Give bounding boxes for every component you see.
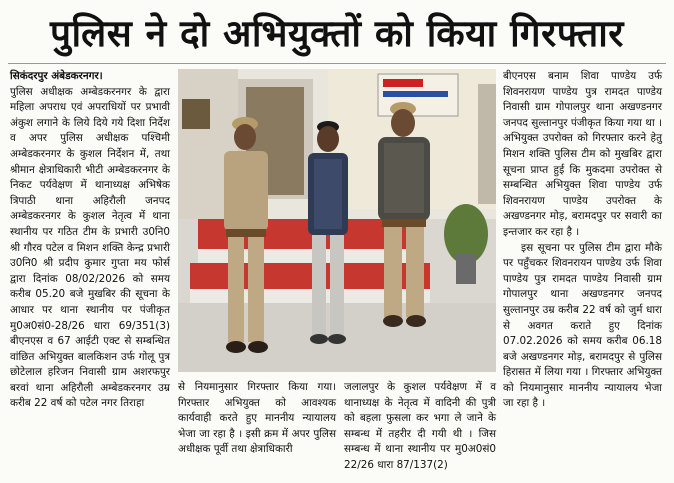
article-column-bottom-2: [344, 380, 496, 474]
headline-text: पुलिस ने दो अभियुक्तों को किया गिरफ्तार: [50, 11, 624, 55]
article-column-right: [503, 69, 662, 412]
paragraph: बीएनएस बनाम शिवा पाण्डेय उर्फ शिवनरायण पाण्डेय पुत्र रामदत पाण्डेय निवासी ग्राम गोपालपुर थाना अखण्डनगर जनपद सुल्तानपुर पंजीकृत किया गया था । अभियुक्त उपरोक्त को गिरफ्तार करने हेतु मिशन शक्ति पुलिस टीम को मुखबिर द्वारा सूचना प्राप्त हुई कि मुकदमा उपरोक्त से सम्बन्धित अभियुक्त शिवा पाण्डेय उर्फ शिवनरायण पाण्डेय उपरोक्त के अखण्डनगर मोड़, बरामदपुर पर सवारी का इन्तजार कर रहा है ।: [503, 70, 662, 238]
paragraph: से नियमानुसार गिरफ्तार किया गया। गिरफ्तार अभियुक्त को आवश्यक कार्यवाही करते हुए माननीय न्यायालय भेजा जा रहा है । इसी क्रम में अपर पुलिस अधीक्षक पूर्वी तथा क्षेत्राधिकारी: [178, 381, 336, 456]
dateline: सिकंदरपुर अंबेडकरनगर।: [10, 70, 103, 82]
paragraph: इस सूचना पर पुलिस टीम द्वारा मौके पर पहुँचकर शिवनरायन पाण्डेय उर्फ शिवा पाण्डेय पुत्र रामदत पाण्डेय निवासी ग्राम गोपालपुर थाना अखण्डनगर जनपद सुल्तानपुर उम्र करीब 22 वर्ष को जुर्म धारा से अवगत कराते हुए दिनांक 07.02.2026 को समय करीब 06.18 बजे अखण्डनगर मोड़, बरामदपुर से पुलिस हिरासत में लिया गया । गिरफ्तार अभियुक्त को नियमानुसार माननीय न्यायालय भेजा जा रहा है ।: [503, 241, 662, 410]
news-photo: [178, 69, 496, 372]
paragraph: जलालपुर के कुशल पर्यवेक्षण में व थानाध्यक्ष के नेतृत्व में वादिनी की पुत्री को बहला फुसला कर भगा ले जाने के सम्बन्ध में तहरीर दी गयी थी । जिस सम्बन्ध में थाना स्थानीय पर मु0अ0सं0 22/26 धारा 87/137(2): [344, 381, 496, 471]
divider: [8, 63, 666, 64]
paragraph: पुलिस अधीक्षक अम्बेडकरनगर के द्वारा महिला अपराध एवं अपराधियों पर प्रभावी अंकुश लगाने के लिये दिये गये दिशा निर्देश व अपर पुलिस अधीक्षक पश्चिमी अम्बेडकरनगर के कुशल निर्देशन में, तथा श्रीमान क्षेत्राधिकारी भीटी अम्बेडकरनगर के निकट पर्यवेक्षण में थानाध्यक्ष अभिषेक त्रिपाठी थाना अहिरौली जनपद अम्बेडकरनगर के कुशल नेतृत्व में थाना स्थानीय पर गठित टीम के प्रभारी उ0नि0 श्री गौरव पटेल व मिशन शक्ति केन्द्र प्रभारी उ0नि0 श्री प्रदीप कुमार गुप्ता मय फोर्स द्वारा दिनांक 08/02/2026 को समय करीब 05.20 बजे मुखबिर की सूचना के आधार पर थाना स्थानीय पर पंजीकृत मु0अ0सं0-28/26 धारा 69/351(3) बीएनएस व 67 आईटी एक्ट से सम्बन्धित वांछित अभियुक्त बालकिशन उर्फ गोलू पुत्र छोटेलाल हरिजन निवासी ग्राम अशरफपुर बरवां थाना अहिरौली अम्बेडकरनगर उम्र करीब 22 वर्ष को पटेल नगर तिराहा: [10, 85, 170, 410]
headline: [0, 0, 674, 62]
photo-illustration: [178, 69, 496, 372]
article-column-left: [10, 69, 170, 412]
article-column-bottom-1: [178, 380, 336, 458]
